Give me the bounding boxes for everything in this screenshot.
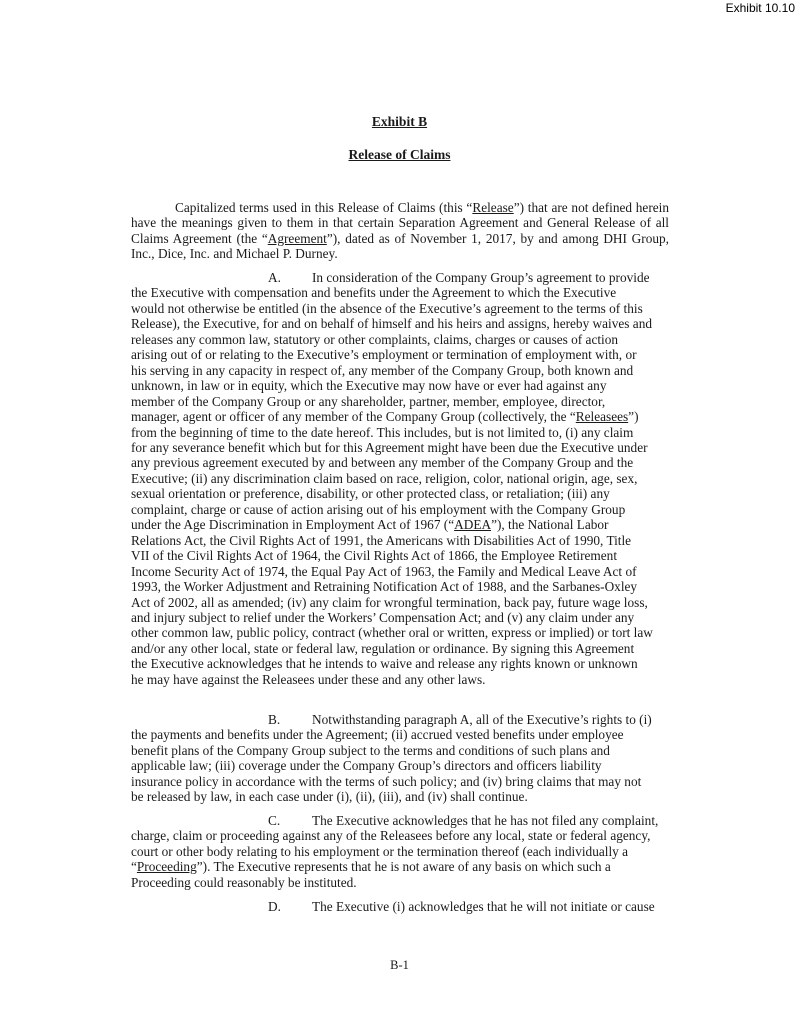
paragraph-b-line: [131, 712, 669, 727]
paragraph-a-line: for any severance benefit which but for this Agreement might have been due the Executive under: [131, 439, 648, 455]
paragraph-a-line: his serving in any capacity in respect of, any member of the Company Group, both known and: [131, 362, 634, 378]
paragraph-a: [131, 270, 669, 687]
paragraph-a-line: unknown, in law or in equity, which the Executive may now have or ever had against any: [131, 378, 607, 394]
paragraph-a-line: 1993, the Worker Adjustment and Retraining Notification Act of 1988, and the Sarbanes-Oxley: [131, 579, 638, 595]
paragraph-a-line: the Executive with compensation and benefits under the Agreement to which the Executive: [131, 285, 617, 301]
paragraph-a-text: In consideration of the Company Group’s agreement to provide: [312, 270, 650, 285]
paragraph-a-text: ”), the National Labor: [491, 517, 609, 533]
document-title: Exhibit B: [371, 114, 428, 129]
paragraph-c-text: “: [131, 859, 137, 875]
paragraph-a-line: Relations Act, the Civil Rights Act of 1991, the Americans with Disabilities Act of 1990, Title: [131, 532, 632, 548]
paragraph-c-marker: C.: [268, 813, 281, 828]
paragraph-a-line: sexual orientation or preference, disability, or other protected class, or retaliation; (iii) any: [131, 486, 610, 502]
paragraph-b-line: be released by law, in each case under (i), (ii), (iii), and (iv) shall continue.: [131, 789, 528, 805]
paragraph-a-line: would not otherwise be entitled (in the absence of the Executive’s agreement to the terms of this: [131, 300, 643, 316]
document-subtitle: Release of Claims: [348, 147, 451, 162]
paragraph-d-text: The Executive (i) acknowledges that he will not initiate or cause: [312, 899, 655, 914]
defined-term-agreement: Agreement: [267, 230, 327, 246]
defined-term-adea: ADEA: [454, 517, 492, 533]
defined-term-release: Release: [472, 200, 514, 215]
intro-text-a: Capitalized terms used in this Release of Claims (this “: [175, 200, 473, 215]
paragraph-b-line: insurance policy in accordance with the terms of such policy; and (iv) bring claims that may not: [131, 773, 642, 789]
paragraph-a-text: under the Age Discrimination in Employment Act of 1967 (“: [131, 517, 455, 533]
paragraph-a-line: complaint, charge or cause of action arising out of his employment with the Company Group: [131, 501, 626, 517]
intro-paragraph: [131, 200, 669, 262]
paragraph-c-line: [131, 859, 669, 874]
paragraph-c-text: ”). The Executive represents that he is not aware of any basis on which such a: [196, 859, 611, 875]
paragraph-a-line: arising out of or relating to the Executive’s employment or termination of employment with, or: [131, 347, 637, 363]
paragraph-a-line: VII of the Civil Rights Act of 1964, the Civil Rights Act of 1866, the Employee Retirement: [131, 548, 618, 564]
paragraph-b: [131, 712, 669, 805]
paragraph-a-line: [131, 517, 669, 532]
paragraph-a-line: any previous agreement executed by and between any member of the Company Group and the: [131, 455, 634, 471]
paragraph-a-line: Release), the Executive, for and on behalf of himself and his heirs and assigns, hereby waives and: [131, 316, 653, 332]
paragraph-b-line: applicable law; (iii) coverage under the Company Group’s directors and officers liability: [131, 758, 602, 774]
paragraph-b-text: Notwithstanding paragraph A, all of the Executive’s rights to (i): [312, 712, 652, 727]
paragraph-c-line: charge, claim or proceeding against any of the Releasees before any local, state or federal agency,: [131, 828, 651, 844]
paragraph-a-line: and/or any other local, state or federal law, regulation or ordinance. By signing this Agreement: [131, 640, 635, 656]
paragraph-b-marker: B.: [268, 712, 281, 727]
paragraph-c-text: The Executive acknowledges that he has not filed any complaint,: [312, 813, 659, 828]
paragraph-a-text: ”): [628, 409, 639, 425]
paragraph-c-line: court or other body relating to his employment or the termination thereof (each individually a: [131, 843, 629, 859]
paragraph-c-line: [131, 813, 669, 828]
page-number: B-1: [390, 958, 409, 972]
paragraph-a-marker: A.: [268, 270, 281, 285]
paragraph-c-line: Proceeding could reasonably be instituted.: [131, 874, 357, 890]
paragraph-a-line: [131, 270, 669, 285]
defined-term-releasees: Releasees: [575, 409, 629, 425]
paragraph-c: [131, 813, 669, 890]
paragraph-a-line: Act of 2002, all as amended; (iv) any claim for wrongful termination, back pay, future wage loss,: [131, 594, 648, 610]
intro-text-c: ”), dated as of November 1, 2017, by and among DHI Group, Inc., Dice, Inc. and Michael P. Durney.: [131, 230, 669, 262]
defined-term-proceeding: Proceeding: [136, 859, 197, 875]
paragraph-a-text: manager, agent or officer of any member of the Company Group (collectively, the “: [131, 409, 576, 425]
paragraph-d-marker: D.: [268, 899, 281, 914]
paragraph-d: [131, 899, 669, 914]
paragraph-a-line: Executive; (ii) any discrimination claim based on race, religion, color, national origin, age, sex,: [131, 470, 638, 486]
paragraph-a-line: the Executive acknowledges that he intends to waive and release any rights known or unknown: [131, 656, 638, 672]
paragraph-d-line: [131, 899, 669, 914]
paragraph-a-line: releases any common law, statutory or other complaints, claims, charges or causes of action: [131, 331, 619, 347]
paragraph-a-line: Income Security Act of 1974, the Equal Pay Act of 1963, the Family and Medical Leave Act of: [131, 563, 637, 579]
intro-text-b: ”) that are not defined herein have the meanings given to them in that certain Separation Agreement and General Release of all Claims Agreement (the “: [131, 200, 669, 246]
paragraph-a-line: other common law, public policy, contract (whether oral or written, express or implied) or tort law: [131, 625, 653, 641]
paragraph-a-line: member of the Company Group or any shareholder, partner, member, employee, director,: [131, 393, 606, 409]
paragraph-b-line: the payments and benefits under the Agreement; (ii) accrued vested benefits under employee: [131, 727, 624, 743]
paragraph-a-line: from the beginning of time to the date hereof. This includes, but is not limited to, (i) any claim: [131, 424, 634, 440]
paragraph-a-line: and injury subject to relief under the Workers’ Compensation Act; and (v) any claim under any: [131, 609, 635, 625]
exhibit-label: Exhibit 10.10: [725, 1, 795, 15]
paragraph-b-line: benefit plans of the Company Group subject to the terms and conditions of such plans and: [131, 742, 610, 758]
paragraph-a-line: [131, 409, 669, 424]
paragraph-a-line: he may have against the Releasees under these and any other laws.: [131, 671, 486, 687]
